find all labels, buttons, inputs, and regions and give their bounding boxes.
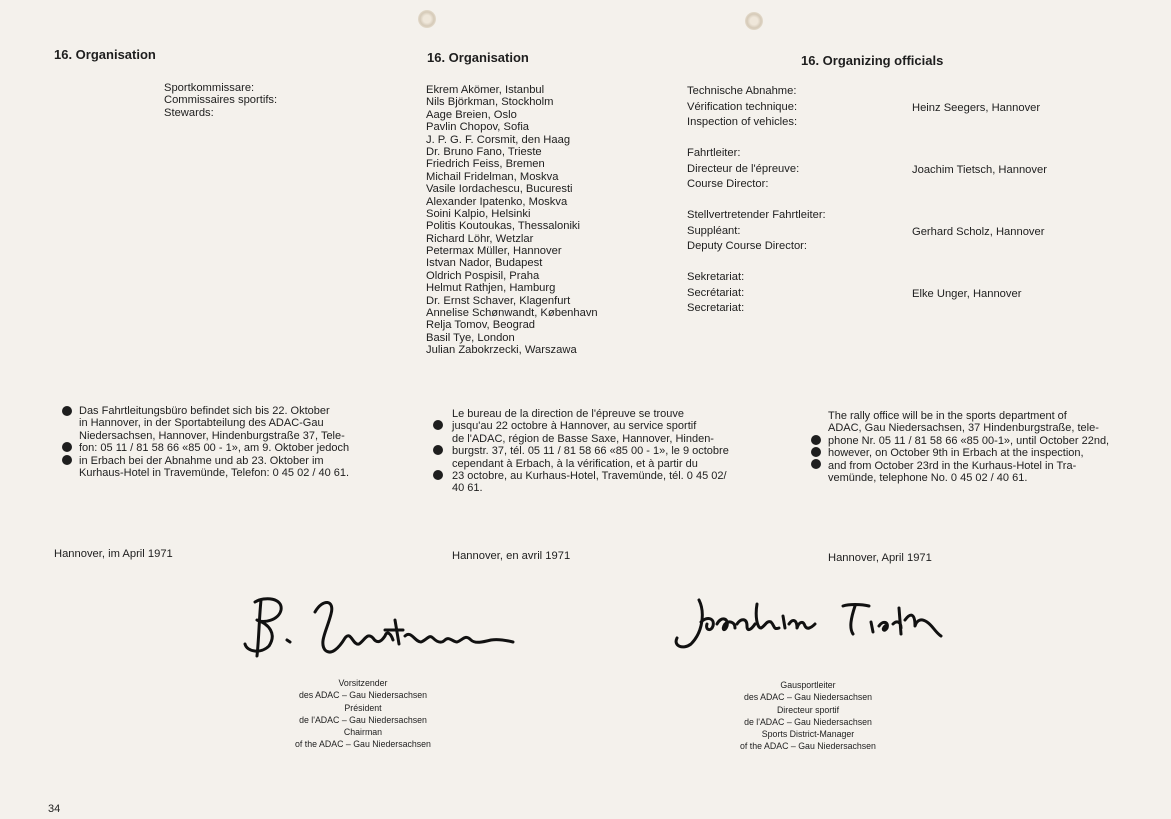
steward-name: Dr. Bruno Fano, Trieste (426, 145, 542, 158)
office-note-german (79, 405, 349, 479)
note-line: burgstr. 37, tél. 05 11 / 81 58 66 «85 00 - 1», le 9 octobre (452, 445, 729, 458)
officials-group-secretariat (687, 271, 744, 318)
title-line: of the ADAC – Gau Niedersachsen (740, 741, 876, 752)
title-line: de l'ADAC – Gau Niedersachsen (744, 716, 872, 727)
steward-name: Pavlin Chopov, Sofia (426, 121, 530, 134)
bullet-icon (62, 442, 72, 452)
official-label: Inspection of vehicles: (687, 116, 798, 128)
official-name-secretariat: Elke Unger, Hannover (912, 288, 1022, 300)
note-line: de l'ADAC, région de Basse Saxe, Hannover, Hinden- (452, 432, 714, 445)
note-line: however, on October 9th in Erbach at the inspection, (828, 447, 1084, 460)
steward-name: Aage Breien, Oslo (426, 108, 517, 121)
steward-name: Dr. Ernst Schaver, Klagenfurt (426, 294, 571, 307)
steward-name: J. P. G. F. Corsmit, den Haag (426, 133, 571, 146)
official-label: Directeur de l'épreuve: (687, 162, 800, 175)
official-label: Sekretariat: (687, 271, 745, 283)
steward-name: Istvan Nador, Budapest (426, 257, 543, 270)
stewards-names-list (426, 84, 598, 357)
note-line: Kurhaus-Hotel in Travemünde, Telefon: 0 45 02 / 40 61. (79, 467, 350, 480)
steward-name: Michail Fridelman, Moskva (426, 170, 559, 183)
signature-left (235, 590, 525, 665)
title-line: Chairman (343, 727, 383, 738)
official-name-deputy: Gerhard Scholz, Hannover (912, 226, 1045, 238)
steward-name: Oldrich Pospisil, Praha (426, 269, 540, 282)
punch-hole-left (418, 10, 436, 28)
title-line: Vorsitzender (338, 678, 388, 688)
note-line: Das Fahrtleitungsbüro befindet sich bis 22. Oktober (79, 405, 330, 417)
signature-right (665, 592, 955, 657)
officials-group-inspection (687, 85, 797, 132)
note-line: Niedersachsen, Hannover, Hindenburgstraße 37, Tele- (79, 429, 345, 442)
official-label: Secretariat: (687, 302, 745, 314)
steward-name: Petermax Müller, Hannover (426, 245, 562, 258)
title-line: Sports District-Manager (761, 729, 855, 740)
official-label: Vérification technique: (687, 100, 798, 113)
title-line: de l'ADAC – Gau Niedersachsen (299, 714, 427, 725)
bullet-icon (811, 459, 821, 469)
steward-name: Alexander Ipatenko, Moskva (426, 195, 568, 208)
title-line: of the ADAC – Gau Niedersachsen (295, 739, 431, 750)
official-label: Course Director: (687, 178, 769, 190)
official-name-director: Joachim Tietsch, Hannover (912, 164, 1047, 176)
steward-name: Richard Löhr, Wetzlar (426, 232, 534, 245)
officials-group-director (687, 147, 799, 194)
note-line: The rally office will be in the sports department of (828, 410, 1067, 422)
official-name-inspection: Heinz Seegers, Hannover (912, 102, 1041, 114)
steward-name: Relja Tomov, Beograd (426, 319, 536, 332)
note-line: vemünde, telephone No. 0 45 02 / 40 61. (828, 472, 1028, 485)
signatory-titles-left (263, 677, 463, 751)
bullet-icon (811, 435, 821, 445)
note-line: in Erbach bei der Abnahme und ab 23. Oktober im (79, 454, 324, 467)
office-note-french (452, 408, 729, 495)
stewards-label: Commissaires sportifs: (164, 94, 278, 107)
steward-name: Julian Zabokrzecki, Warszawa (426, 344, 577, 357)
title-line: Gausportleiter (780, 680, 836, 690)
note-line: 23 octobre, au Kurhaus-Hotel, Travemünde, tél. 0 45 02/ (452, 470, 727, 483)
bullet-icon (433, 470, 443, 480)
steward-name: Politis Koutoukas, Thessaloniki (426, 220, 581, 233)
date-english: Hannover, April 1971 (828, 552, 932, 564)
page-number: 34 (48, 803, 61, 815)
note-line: fon: 05 11 / 81 58 66 «85 00 - 1», am 9. Oktober jedoch (79, 442, 350, 455)
signatory-titles-right (708, 679, 908, 753)
office-note-english (828, 410, 1109, 484)
date-french: Hannover, en avril 1971 (452, 550, 571, 562)
steward-name: Vasile Iordachescu, Bucuresti (426, 183, 573, 196)
note-line: and from October 23rd in the Kurhaus-Hotel in Tra- (828, 459, 1077, 472)
stewards-label: Stewards: (164, 106, 214, 119)
title-line: Président (344, 702, 382, 713)
punch-hole-right (745, 12, 763, 30)
steward-name: Annelise Schønwandt, København (426, 307, 598, 320)
steward-name: Nils Björkman, Stockholm (426, 96, 554, 109)
title-line: des ADAC – Gau Niedersachsen (743, 692, 873, 703)
date-german: Hannover, im April 1971 (54, 548, 173, 560)
bullet-icon (811, 447, 821, 457)
note-line: phone Nr. 05 11 / 81 58 66 «85 00-1», until October 22nd, (828, 434, 1110, 447)
stewards-label: Sportkommissare: (164, 82, 255, 94)
stewards-labels (164, 82, 277, 119)
steward-name: Basil Tye, London (426, 331, 515, 344)
steward-name: Friedrich Feiss, Bremen (426, 158, 545, 171)
bullet-icon (433, 445, 443, 455)
title-line: Directeur sportif (776, 704, 840, 715)
heading-english: 16. Organizing officials (801, 53, 944, 68)
official-label: Fahrtleiter: (687, 147, 741, 159)
bullet-icon (433, 420, 443, 430)
title-line: des ADAC – Gau Niedersachsen (298, 690, 428, 701)
heading-french: 16. Organisation (427, 50, 529, 65)
note-line: ADAC, Gau Niedersachsen, 37 Hindenburgstraße, tele- (828, 422, 1099, 435)
steward-name: Ekrem Akömer, Istanbul (426, 84, 545, 96)
official-label: Suppléant: (687, 224, 741, 237)
officials-group-deputy (687, 209, 826, 256)
note-line: Le bureau de la direction de l'épreuve se trouve (452, 408, 685, 420)
official-label: Technische Abnahme: (687, 85, 797, 97)
bullet-icon (62, 406, 72, 416)
heading-german: 16. Organisation (54, 47, 156, 62)
note-line: in Hannover, in der Sportabteilung des ADAC-Gau (79, 417, 324, 430)
official-label: Deputy Course Director: (687, 240, 807, 252)
official-label: Stellvertretender Fahrtleiter: (687, 209, 826, 221)
official-label: Secrétariat: (687, 286, 745, 299)
steward-name: Soini Kalpio, Helsinki (426, 207, 531, 220)
steward-name: Helmut Rathjen, Hamburg (426, 282, 556, 295)
bullet-icon (62, 455, 72, 465)
note-line: cependant à Erbach, à la vérification, et à partir du (452, 457, 698, 470)
note-line: 40 61. (452, 482, 483, 495)
note-line: jusqu'au 22 octobre à Hannover, au service sportif (452, 420, 697, 433)
